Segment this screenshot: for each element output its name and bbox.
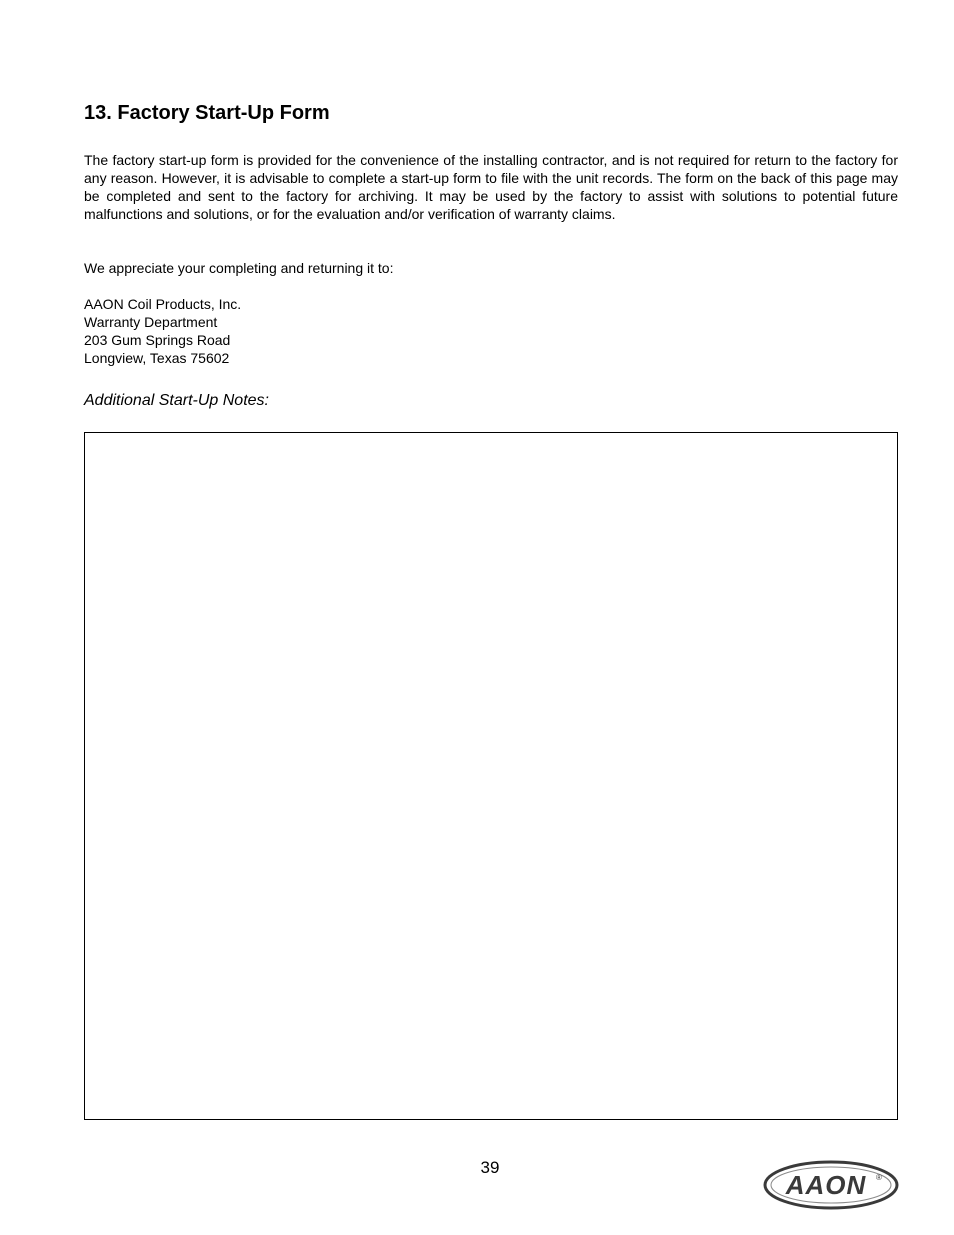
section-heading: 13. Factory Start-Up Form	[84, 102, 330, 124]
mailing-address	[84, 295, 241, 367]
logo-registered-mark: ®	[876, 1173, 882, 1182]
aaon-logo	[762, 1158, 900, 1212]
address-street: 203 Gum Springs Road	[84, 332, 231, 348]
notes-label: Additional Start-Up Notes:	[84, 392, 269, 409]
notes-box[interactable]	[84, 432, 898, 1120]
appreciate-text: We appreciate your completing and returning it to:	[84, 260, 394, 276]
address-city: Longview, Texas 75602	[84, 350, 230, 366]
intro-paragraph: The factory start-up form is provided for the convenience of the installing contractor, and is not required for return to the factory for any reason. However, it is advisable to complete a start-up form to file with the unit records. The form on the back of this page may be completed and sent to the factory for archiving. It may be used by the factory to assist with solutions to potential future malfunctions and solutions, or for the evaluation and/or verification of warranty claims.	[84, 152, 898, 222]
logo-text: AAON	[785, 1170, 867, 1200]
address-department: Warranty Department	[84, 314, 218, 330]
address-company: AAON Coil Products, Inc.	[84, 296, 242, 312]
page-number: 39	[480, 1158, 500, 1177]
